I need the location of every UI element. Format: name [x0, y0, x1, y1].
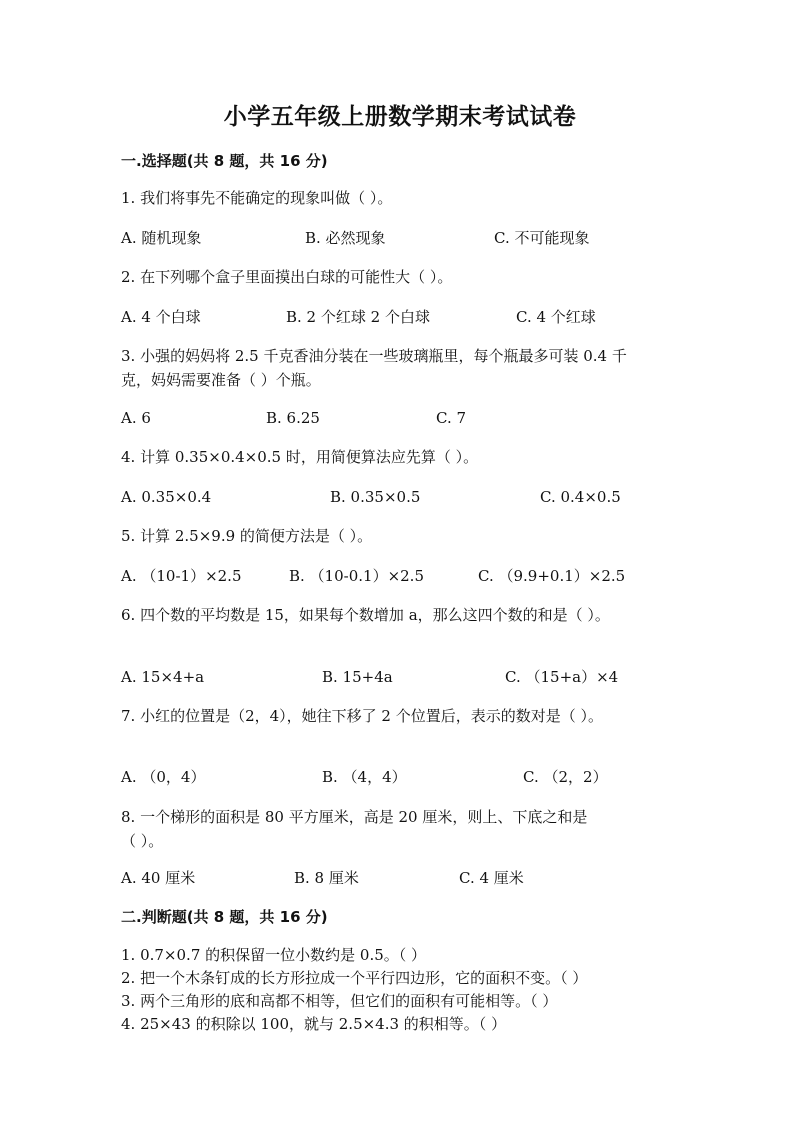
option-7a: A. （0，4）: [121, 768, 206, 786]
question-1: 1. 我们将事先不能确定的现象叫做（ ）。: [121, 189, 393, 207]
option-5c: C. （9.9+0.1）×2.5: [478, 567, 626, 585]
question-8-line-2: （ ）。: [121, 832, 164, 850]
option-3b: B. 6.25: [266, 409, 320, 427]
option-8a: A. 40 厘米: [121, 869, 196, 887]
option-3a: A. 6: [121, 409, 151, 427]
option-4b: B. 0.35×0.5: [330, 488, 421, 506]
judgment-item-1: 1. 0.7×0.7 的积保留一位小数约是 0.5。（ ）: [121, 946, 427, 964]
option-6c: C. （15+a）×4: [505, 668, 619, 686]
question-3-line-1: 3. 小强的妈妈将 2.5 千克香油分装在一些玻璃瓶里，每个瓶最多可装 0.4 千: [121, 347, 627, 365]
option-2b: B. 2 个红球 2 个白球: [286, 308, 430, 326]
judgment-item-3: 3. 两个三角形的底和高都不相等，但它们的面积有可能相等。（ ）: [121, 992, 558, 1010]
option-5a: A. （10-1）×2.5: [121, 567, 242, 585]
judgment-item-4: 4. 25×43 的积除以 100，就与 2.5×4.3 的积相等。（ ）: [121, 1015, 507, 1033]
option-5b: B. （10-0.1）×2.5: [289, 567, 424, 585]
section-heading-choice: 一.选择题(共 8 题，共 16 分): [121, 152, 328, 170]
question-6: 6. 四个数的平均数是 15，如果每个数增加 a，那么这四个数的和是（ ）。: [121, 606, 610, 624]
question-4: 4. 计算 0.35×0.4×0.5 时，用简便算法应先算（ ）。: [121, 448, 479, 466]
question-3-line-2: 克，妈妈需要准备（ ）个瓶。: [121, 371, 321, 389]
option-4c: C. 0.4×0.5: [540, 488, 621, 506]
option-8c: C. 4 厘米: [459, 869, 524, 887]
question-5: 5. 计算 2.5×9.9 的简便方法是（ ）。: [121, 527, 373, 545]
question-8-line-1: 8. 一个梯形的面积是 80 平方厘米，高是 20 厘米，则上、下底之和是: [121, 808, 588, 826]
question-7: 7. 小红的位置是（2，4），她往下移了 2 个位置后，表示的数对是（ ）。: [121, 707, 604, 725]
option-1a: A. 随机现象: [121, 229, 202, 247]
option-8b: B. 8 厘米: [294, 869, 359, 887]
option-2c: C. 4 个红球: [516, 308, 596, 326]
option-1b: B. 必然现象: [305, 229, 386, 247]
question-2: 2. 在下列哪个盒子里面摸出白球的可能性大（ ）。: [121, 268, 453, 286]
option-3c: C. 7: [436, 409, 467, 427]
page-title: 小学五年级上册数学期末考试试卷: [223, 103, 577, 130]
option-6a: A. 15×4+a: [121, 668, 205, 686]
section-heading-judgment: 二.判断题(共 8 题，共 16 分): [121, 908, 328, 926]
option-1c: C. 不可能现象: [494, 229, 590, 247]
option-7c: C. （2，2）: [523, 768, 608, 786]
option-7b: B. （4，4）: [322, 768, 407, 786]
option-4a: A. 0.35×0.4: [121, 488, 212, 506]
option-6b: B. 15+4a: [322, 668, 393, 686]
judgment-item-2: 2. 把一个木条钉成的长方形拉成一个平行四边形，它的面积不变。（ ）: [121, 969, 588, 987]
option-2a: A. 4 个白球: [121, 308, 201, 326]
